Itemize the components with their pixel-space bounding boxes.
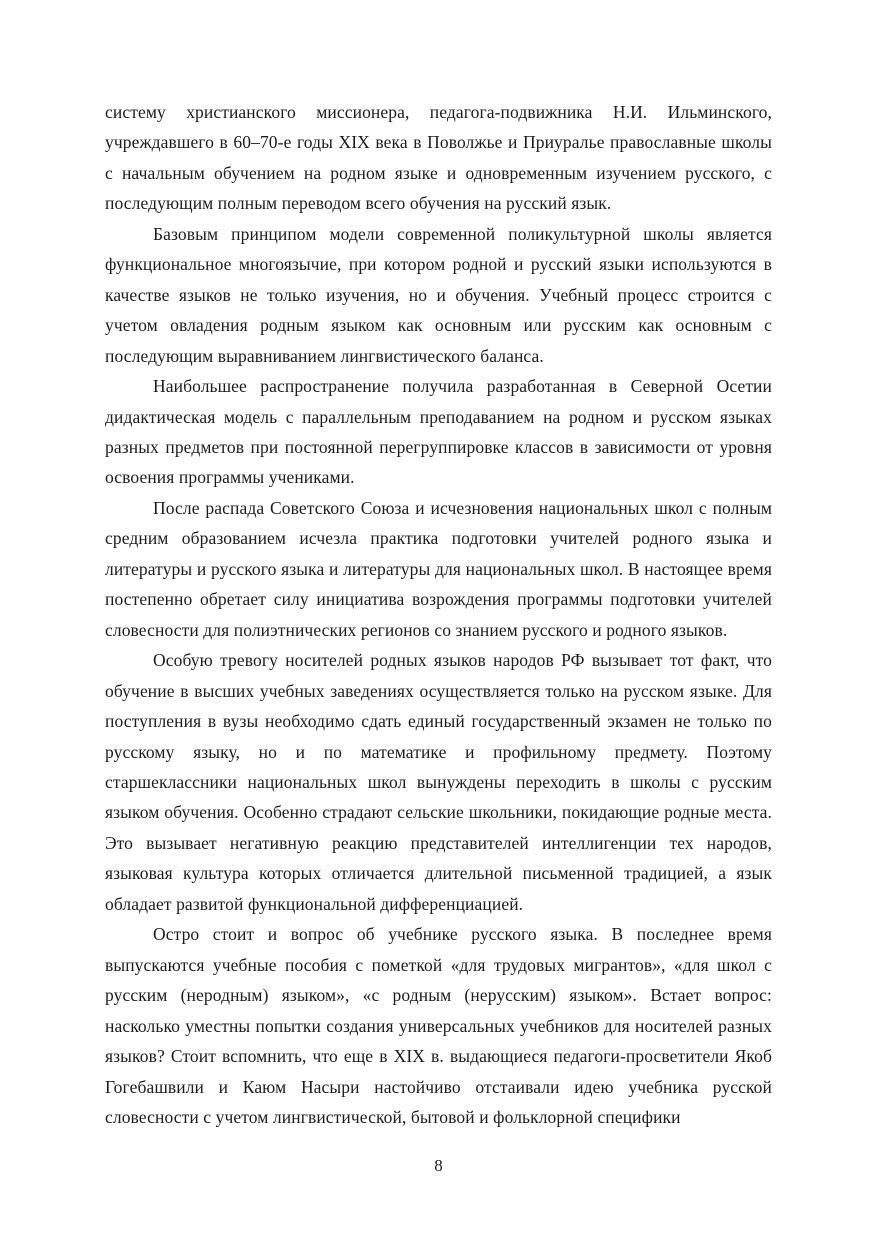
page-body-text <box>105 97 772 1132</box>
paragraph: систему христианского миссионера, педагога-подвижника Н.И. Ильминского, учреждавшего в 60–70-е годы XIX века в Поволжье и Приуралье православные школы с начальным обучением на родном языке и одновременным изучением русского, с последующим полным переводом всего обучения на русский язык. <box>105 102 772 214</box>
paragraph: После распада Советского Союза и исчезновения национальных школ с полным средним образованием исчезла практика подготовки учителей родного языка и литературы и русского языка и литературы для национальных школ. В настоящее время постепенно обретает силу инициатива возрождения программы подготовки учителей словесности для полиэтнических регионов со знанием русского и родного языков. <box>105 497 772 640</box>
paragraph: Наибольшее распространение получила разработанная в Северной Осетии дидактическая модель с параллельным преподаванием на родном и русском языках разных предметов при постоянной перегруппировке классов в зависимости от уровня освоения программы учениками. <box>105 376 772 488</box>
page-number: 8 <box>434 1156 443 1175</box>
paragraph: Особую тревогу носителей родных языков народов РФ вызывает тот факт, что обучение в высших учебных заведениях осуществляется только на русском языке. Для поступления в вузы необходимо сдать единый государственный экзамен не только по русскому языку, но и по математике и профильному предмету. Поэтому старшеклассники национальных школ вынуждены переходить в школы с русским языком обучения. Особенно страдают сельские школьники, покидающие родные места. Это вызывает негативную реакцию представителей интеллигенции тех народов, языковая культура которых отличается длительной письменной традицией, а язык обладает развитой функциональной дифференциацией. <box>105 650 772 914</box>
paragraph: Базовым принципом модели современной поликультурной школы является функциональное многоязычие, при котором родной и русский языки используются в качестве языков не только изучения, но и обучения. Учебный процесс строится с учетом овладения родным языком как основным или русским как основным с последующим выравниванием лингвистического баланса. <box>105 223 772 366</box>
paragraph: Остро стоит и вопрос об учебнике русского языка. В последнее время выпускаются учебные пособия с пометкой «для трудовых мигрантов», «для школ с русским (неродным) языком», «с родным (нерусским) языком». Встает вопрос: насколько уместны попытки создания универсальных учебников для носителей разных языков? Стоит вспомнить, что еще в XIX в. выдающиеся педагоги-просветители Якоб Гогебашвили и Каюм Насыри настойчиво отстаивали идею учебника русской словесности с учетом лингвистической, бытовой и фольклорной специфики <box>105 924 772 1127</box>
